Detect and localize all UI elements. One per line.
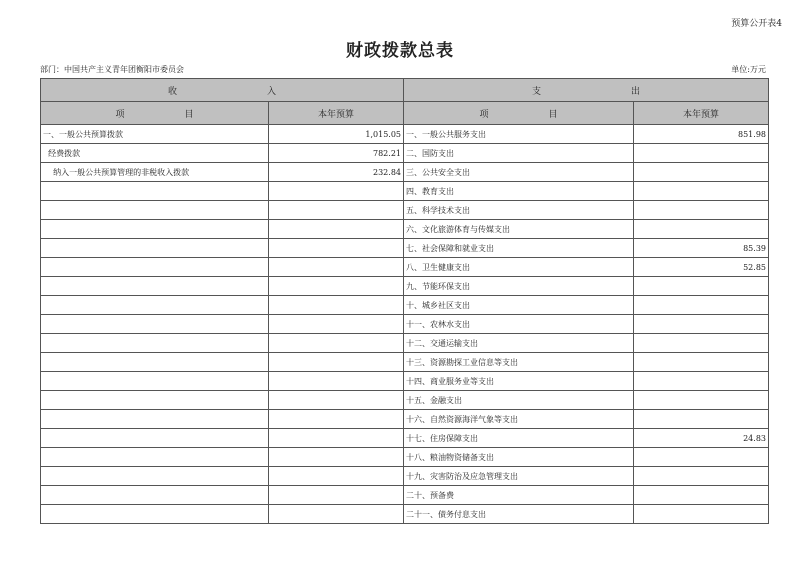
expense-item-cell: 二、国防支出 bbox=[404, 144, 634, 163]
expense-section-header: 支 出 bbox=[404, 79, 769, 102]
income-value-cell bbox=[269, 353, 404, 372]
income-value-cell bbox=[269, 372, 404, 391]
expense-value-cell bbox=[634, 315, 769, 334]
expense-budget-header: 本年预算 bbox=[634, 102, 769, 125]
table-row bbox=[41, 125, 769, 144]
income-item-cell bbox=[41, 353, 269, 372]
expense-value-cell bbox=[634, 296, 769, 315]
expense-value-cell bbox=[634, 182, 769, 201]
income-value-cell bbox=[269, 334, 404, 353]
income-value-cell bbox=[269, 277, 404, 296]
expense-item-cell: 十九、灾害防治及应急管理支出 bbox=[404, 467, 634, 486]
column-header-row bbox=[41, 102, 769, 125]
expense-item-cell: 二十一、债务付息支出 bbox=[404, 505, 634, 524]
expense-value-cell bbox=[634, 486, 769, 505]
expense-value-cell bbox=[634, 144, 769, 163]
income-item-cell bbox=[41, 334, 269, 353]
income-value-cell: 1,015.05 bbox=[269, 125, 404, 144]
table-row bbox=[41, 372, 769, 391]
expense-value-cell bbox=[634, 372, 769, 391]
expense-value-cell bbox=[634, 391, 769, 410]
expense-value-cell: 52.85 bbox=[634, 258, 769, 277]
section-header-row bbox=[41, 79, 769, 102]
table-row bbox=[41, 239, 769, 258]
expense-item-cell: 十二、交通运输支出 bbox=[404, 334, 634, 353]
income-item-cell bbox=[41, 486, 269, 505]
income-item-cell bbox=[41, 505, 269, 524]
table-row bbox=[41, 410, 769, 429]
table-row bbox=[41, 486, 769, 505]
income-item-cell bbox=[41, 315, 269, 334]
expense-item-cell: 十八、粮油物资储备支出 bbox=[404, 448, 634, 467]
table-row bbox=[41, 353, 769, 372]
income-value-cell bbox=[269, 410, 404, 429]
table-row bbox=[41, 182, 769, 201]
income-value-cell bbox=[269, 258, 404, 277]
expense-value-cell: 85.39 bbox=[634, 239, 769, 258]
expense-item-cell: 十、城乡社区支出 bbox=[404, 296, 634, 315]
income-item-cell bbox=[41, 391, 269, 410]
income-value-cell bbox=[269, 201, 404, 220]
income-value-cell bbox=[269, 391, 404, 410]
income-item-cell: 纳入一般公共预算管理的非税收入拨款 bbox=[41, 163, 269, 182]
expense-item-cell: 七、社会保障和就业支出 bbox=[404, 239, 634, 258]
unit-label: 单位:万元 bbox=[731, 65, 766, 74]
table-row bbox=[41, 315, 769, 334]
income-value-cell: 232.84 bbox=[269, 163, 404, 182]
expense-item-cell: 四、教育支出 bbox=[404, 182, 634, 201]
form-number: 预算公开表4 bbox=[731, 19, 782, 29]
expense-value-cell bbox=[634, 163, 769, 182]
table-row bbox=[41, 429, 769, 448]
expense-item-cell: 二十、预备费 bbox=[404, 486, 634, 505]
expense-item-cell: 十三、资源勘探工业信息等支出 bbox=[404, 353, 634, 372]
income-item-cell bbox=[41, 201, 269, 220]
expense-value-cell bbox=[634, 334, 769, 353]
income-item-cell bbox=[41, 296, 269, 315]
table-row bbox=[41, 220, 769, 239]
expense-value-cell bbox=[634, 467, 769, 486]
expense-value-cell bbox=[634, 220, 769, 239]
expense-item-cell: 三、公共安全支出 bbox=[404, 163, 634, 182]
income-value-cell bbox=[269, 315, 404, 334]
income-item-cell bbox=[41, 220, 269, 239]
income-item-cell bbox=[41, 372, 269, 391]
table-row bbox=[41, 334, 769, 353]
table-row bbox=[41, 163, 769, 182]
table-row bbox=[41, 201, 769, 220]
expense-item-cell: 十四、商业服务业等支出 bbox=[404, 372, 634, 391]
expense-item-cell: 十六、自然资源海洋气象等支出 bbox=[404, 410, 634, 429]
income-value-cell bbox=[269, 182, 404, 201]
expense-value-cell bbox=[634, 277, 769, 296]
income-value-cell bbox=[269, 239, 404, 258]
income-section-header: 收 入 bbox=[41, 79, 404, 102]
expense-item-cell: 九、节能环保支出 bbox=[404, 277, 634, 296]
income-item-cell bbox=[41, 239, 269, 258]
department-label: 部门：中国共产主义青年团衡阳市委员会 bbox=[40, 65, 184, 74]
income-item-cell: 一、一般公共预算拨款 bbox=[41, 125, 269, 144]
appropriation-table bbox=[40, 78, 769, 524]
expense-value-cell bbox=[634, 201, 769, 220]
income-item-cell bbox=[41, 410, 269, 429]
expense-item-cell: 十七、住房保障支出 bbox=[404, 429, 634, 448]
expense-item-cell: 八、卫生健康支出 bbox=[404, 258, 634, 277]
income-item-header: 项 目 bbox=[41, 102, 269, 125]
income-item-cell bbox=[41, 182, 269, 201]
income-value-cell bbox=[269, 448, 404, 467]
income-value-cell bbox=[269, 505, 404, 524]
income-value-cell bbox=[269, 220, 404, 239]
table-row bbox=[41, 258, 769, 277]
income-budget-header: 本年预算 bbox=[269, 102, 404, 125]
table-row bbox=[41, 448, 769, 467]
table-row bbox=[41, 277, 769, 296]
income-item-cell bbox=[41, 448, 269, 467]
income-item-cell bbox=[41, 277, 269, 296]
income-value-cell bbox=[269, 467, 404, 486]
table-row bbox=[41, 144, 769, 163]
expense-item-header: 项 目 bbox=[404, 102, 634, 125]
income-item-cell bbox=[41, 467, 269, 486]
expense-item-cell: 十五、金融支出 bbox=[404, 391, 634, 410]
table-row bbox=[41, 296, 769, 315]
expense-value-cell bbox=[634, 353, 769, 372]
expense-item-cell: 六、文化旅游体育与传媒支出 bbox=[404, 220, 634, 239]
page-title: 财政拨款总表 bbox=[346, 41, 454, 61]
income-item-cell bbox=[41, 429, 269, 448]
income-value-cell bbox=[269, 429, 404, 448]
expense-item-cell: 一、一般公共服务支出 bbox=[404, 125, 634, 144]
expense-item-cell: 五、科学技术支出 bbox=[404, 201, 634, 220]
expense-value-cell: 24.83 bbox=[634, 429, 769, 448]
expense-value-cell bbox=[634, 448, 769, 467]
income-value-cell: 782.21 bbox=[269, 144, 404, 163]
expense-value-cell bbox=[634, 410, 769, 429]
expense-value-cell bbox=[634, 505, 769, 524]
table-row bbox=[41, 467, 769, 486]
income-value-cell bbox=[269, 486, 404, 505]
income-item-cell: 经费拨款 bbox=[41, 144, 269, 163]
expense-value-cell: 851.98 bbox=[634, 125, 769, 144]
income-item-cell bbox=[41, 258, 269, 277]
income-value-cell bbox=[269, 296, 404, 315]
table-row bbox=[41, 505, 769, 524]
expense-item-cell: 十一、农林水支出 bbox=[404, 315, 634, 334]
table-row bbox=[41, 391, 769, 410]
